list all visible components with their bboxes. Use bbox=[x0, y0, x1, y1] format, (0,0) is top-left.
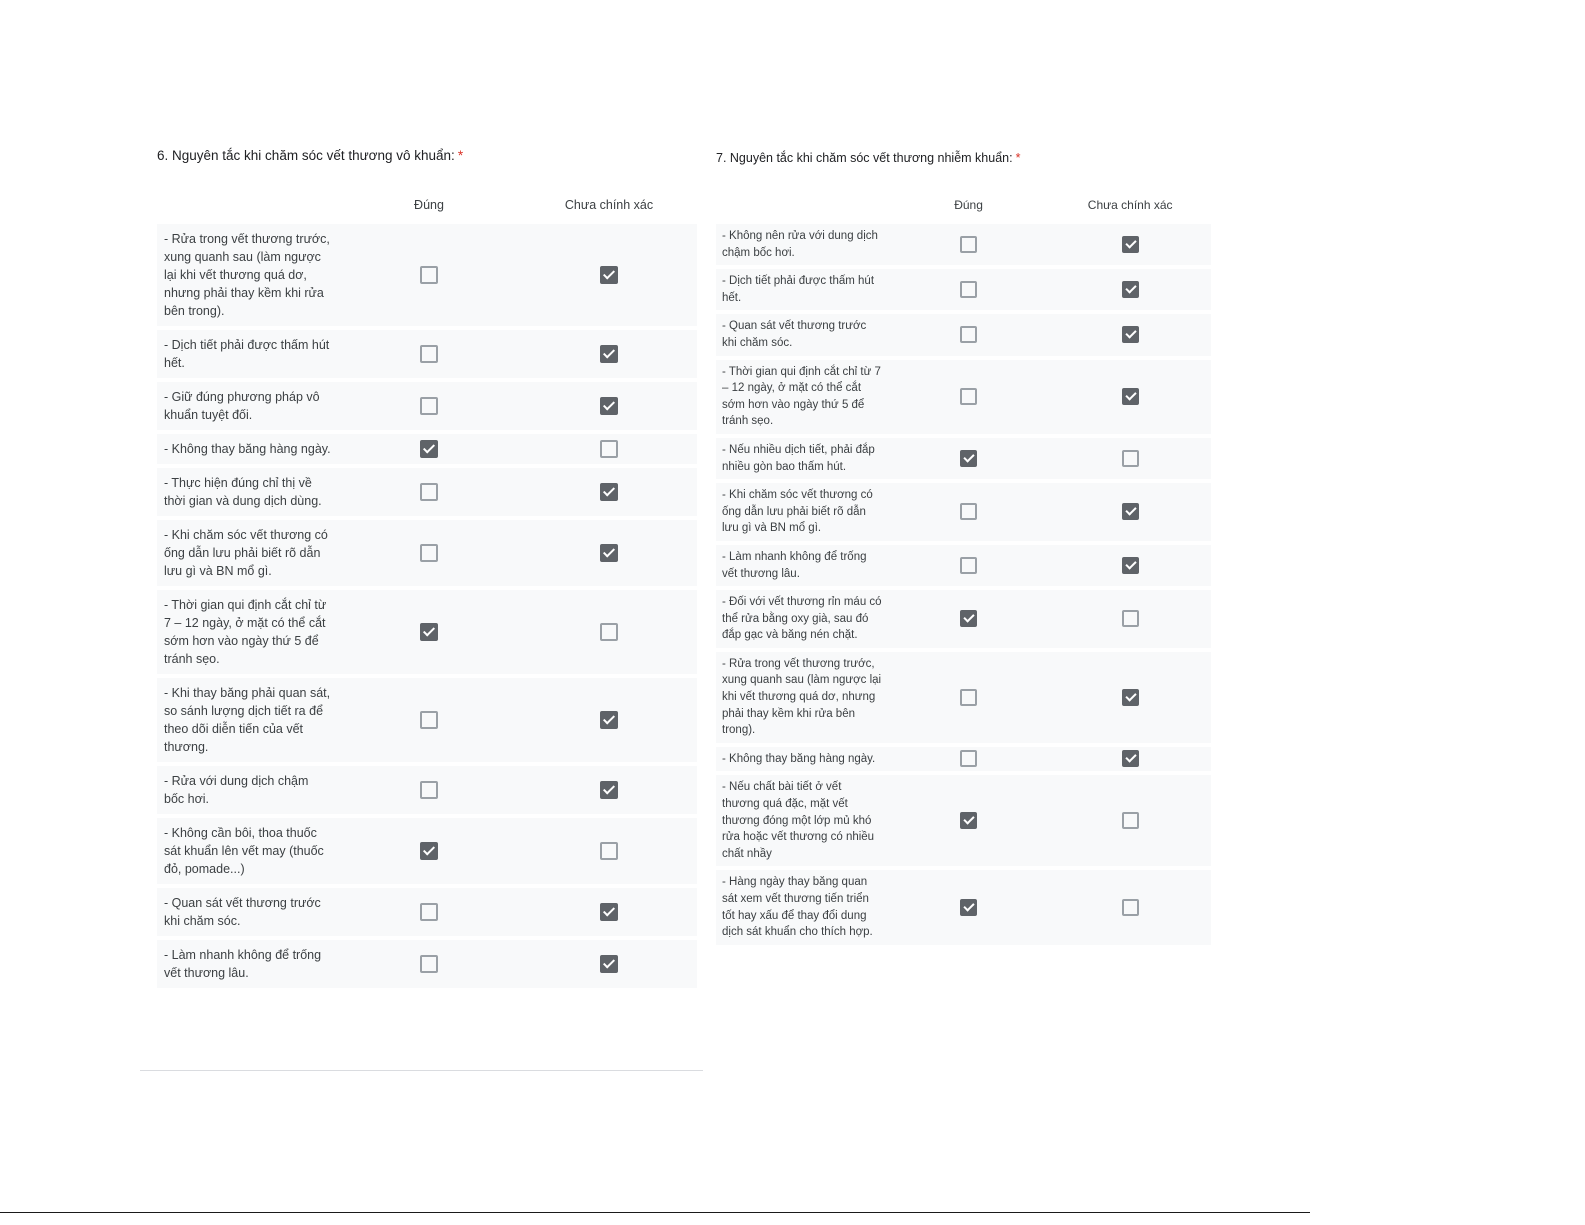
checkbox-chua-chinh-xac[interactable] bbox=[600, 544, 618, 562]
checkbox-cell bbox=[1049, 545, 1211, 586]
checkbox-chua-chinh-xac[interactable] bbox=[1122, 899, 1139, 916]
checkbox-chua-chinh-xac[interactable] bbox=[1122, 503, 1139, 520]
grid-row bbox=[716, 224, 1211, 265]
checkbox-dung[interactable] bbox=[420, 544, 438, 562]
row-label: - Quan sát vết thương trước khi chăm sóc. bbox=[716, 314, 888, 355]
row-label: - Thời gian qui định cắt chỉ từ 7 – 12 ngày, ở mặt có thể cắt sớm hơn vào ngày thứ 5 để tránh sẹo. bbox=[716, 360, 888, 434]
grid-row bbox=[157, 224, 697, 326]
checkbox-cell bbox=[337, 678, 521, 762]
checkbox-dung[interactable] bbox=[960, 326, 977, 343]
question-7 bbox=[716, 148, 1211, 949]
row-label: - Thời gian qui định cắt chỉ từ 7 – 12 ngày, ở mặt có thể cắt sớm hơn vào ngày thứ 5 để tránh sẹo. bbox=[157, 590, 337, 674]
checkbox-chua-chinh-xac[interactable] bbox=[1122, 326, 1139, 343]
checkbox-dung[interactable] bbox=[420, 842, 438, 860]
checkbox-chua-chinh-xac[interactable] bbox=[1122, 388, 1139, 405]
checkbox-cell bbox=[888, 483, 1050, 541]
checkbox-cell bbox=[521, 766, 697, 814]
grid-row bbox=[716, 269, 1211, 310]
checkbox-dung[interactable] bbox=[420, 483, 438, 501]
checkbox-dung[interactable] bbox=[960, 388, 977, 405]
row-label: - Hàng ngày thay băng quan sát xem vết thương tiến triển tốt hay xấu để thay đổi dung dịch sát khuẩn cho thích hợp. bbox=[716, 870, 888, 944]
checkbox-dung[interactable] bbox=[420, 266, 438, 284]
checkbox-dung[interactable] bbox=[420, 903, 438, 921]
checkbox-cell bbox=[521, 590, 697, 674]
grid-row bbox=[157, 590, 697, 674]
column-header: Đúng bbox=[414, 198, 444, 212]
checkbox-cell bbox=[337, 382, 521, 430]
grid-row bbox=[157, 434, 697, 464]
checkbox-dung[interactable] bbox=[960, 557, 977, 574]
grid-row bbox=[716, 360, 1211, 434]
checkbox-chua-chinh-xac[interactable] bbox=[600, 842, 618, 860]
checkbox-cell bbox=[1049, 269, 1211, 310]
checkbox-cell bbox=[1049, 775, 1211, 866]
grid-header-row bbox=[157, 190, 697, 220]
checkbox-cell bbox=[337, 468, 521, 516]
row-label: - Không thay băng hàng ngày. bbox=[157, 434, 337, 464]
checkbox-cell bbox=[888, 438, 1050, 479]
row-label: - Không nên rửa với dung dịch chậm bốc hơi. bbox=[716, 224, 888, 265]
checkbox-cell bbox=[1049, 483, 1211, 541]
checkbox-cell bbox=[1049, 438, 1211, 479]
checkbox-dung[interactable] bbox=[960, 450, 977, 467]
checkbox-cell bbox=[337, 888, 521, 936]
checkbox-chua-chinh-xac[interactable] bbox=[1122, 450, 1139, 467]
checkbox-dung[interactable] bbox=[960, 899, 977, 916]
checkbox-chua-chinh-xac[interactable] bbox=[1122, 750, 1139, 767]
column-header: Chưa chính xác bbox=[564, 198, 654, 212]
checkbox-cell bbox=[888, 360, 1050, 434]
row-label: - Quan sát vết thương trước khi chăm sóc. bbox=[157, 888, 337, 936]
grid-row bbox=[157, 888, 697, 936]
checkbox-cell bbox=[521, 818, 697, 884]
grid-row bbox=[716, 747, 1211, 772]
row-label: - Đối với vết thương rỉn máu có thể rửa bằng oxy già, sau đó đắp gạc và băng nén chặt. bbox=[716, 590, 888, 648]
checkbox-cell bbox=[521, 468, 697, 516]
checkbox-cell bbox=[337, 224, 521, 326]
checkbox-cell bbox=[1049, 652, 1211, 743]
grid-row bbox=[716, 590, 1211, 648]
checkbox-dung[interactable] bbox=[960, 610, 977, 627]
checkbox-dung[interactable] bbox=[960, 812, 977, 829]
checkbox-cell bbox=[888, 224, 1050, 265]
checkbox-cell bbox=[888, 775, 1050, 866]
checkbox-cell bbox=[521, 520, 697, 586]
checkbox-cell bbox=[521, 888, 697, 936]
checkbox-chua-chinh-xac[interactable] bbox=[600, 623, 618, 641]
checkbox-cell bbox=[1049, 314, 1211, 355]
grid-row bbox=[716, 870, 1211, 944]
checkbox-cell bbox=[1049, 870, 1211, 944]
checkbox-dung[interactable] bbox=[420, 440, 438, 458]
checkbox-chua-chinh-xac[interactable] bbox=[1122, 812, 1139, 829]
question-6 bbox=[157, 146, 697, 992]
checkbox-chua-chinh-xac[interactable] bbox=[600, 781, 618, 799]
grid-row bbox=[716, 775, 1211, 866]
question-title: 7. Nguyên tắc khi chăm sóc vết thương nhiễm khuẩn: * bbox=[716, 151, 1021, 165]
checkbox-dung[interactable] bbox=[960, 503, 977, 520]
checkbox-chua-chinh-xac[interactable] bbox=[1122, 557, 1139, 574]
grid-row bbox=[157, 520, 697, 586]
checkbox-dung[interactable] bbox=[420, 781, 438, 799]
grid-row bbox=[716, 652, 1211, 743]
grid-row bbox=[157, 940, 697, 988]
grid-header-spacer bbox=[157, 190, 337, 220]
row-label: - Rửa trong vết thương trước, xung quanh sau (làm ngược lại khi vết thương quá dơ, nhưng phải thay kềm khi rửa bên trong). bbox=[157, 224, 337, 326]
checkbox-chua-chinh-xac[interactable] bbox=[600, 483, 618, 501]
grid-header-spacer bbox=[716, 190, 888, 220]
row-label: - Khi thay băng phải quan sát, so sánh lượng dịch tiết ra để theo dõi diễn tiến của vết thương. bbox=[157, 678, 337, 762]
required-asterisk: * bbox=[457, 148, 464, 163]
row-label: - Khi chăm sóc vết thương có ống dẫn lưu phải biết rõ dẫn lưu gì và BN mổ gì. bbox=[716, 483, 888, 541]
row-label: - Thực hiện đúng chỉ thị về thời gian và dung dịch dùng. bbox=[157, 468, 337, 516]
checkbox-cell bbox=[337, 818, 521, 884]
checkbox-cell bbox=[1049, 590, 1211, 648]
checkbox-cell bbox=[521, 382, 697, 430]
grid-row bbox=[157, 468, 697, 516]
checkbox-cell bbox=[1049, 747, 1211, 772]
checkbox-cell bbox=[337, 520, 521, 586]
grid-row bbox=[716, 483, 1211, 541]
checkbox-chua-chinh-xac[interactable] bbox=[600, 440, 618, 458]
column-header: Đúng bbox=[954, 198, 983, 212]
checkbox-cell bbox=[337, 434, 521, 464]
column-header: Chưa chính xác bbox=[1087, 198, 1173, 212]
checkbox-chua-chinh-xac[interactable] bbox=[1122, 281, 1139, 298]
grid-row bbox=[716, 314, 1211, 355]
row-label: - Làm nhanh không để trống vết thương lâu. bbox=[716, 545, 888, 586]
checkbox-dung[interactable] bbox=[960, 281, 977, 298]
checkbox-cell bbox=[1049, 360, 1211, 434]
checkbox-dung[interactable] bbox=[960, 236, 977, 253]
row-label: - Dịch tiết phải được thấm hút hết. bbox=[157, 330, 337, 378]
row-label: - Nếu nhiều dịch tiết, phải đắp nhiều gòn bao thấm hút. bbox=[716, 438, 888, 479]
checkbox-chua-chinh-xac[interactable] bbox=[1122, 610, 1139, 627]
checkbox-dung[interactable] bbox=[960, 750, 977, 767]
checkbox-cell bbox=[337, 940, 521, 988]
section-divider bbox=[140, 1070, 703, 1071]
grid-row bbox=[157, 766, 697, 814]
checkbox-dung[interactable] bbox=[420, 955, 438, 973]
checkbox-dung[interactable] bbox=[420, 397, 438, 415]
checkbox-grid bbox=[157, 186, 697, 992]
checkbox-chua-chinh-xac[interactable] bbox=[1122, 689, 1139, 706]
grid-row bbox=[716, 438, 1211, 479]
grid-row bbox=[157, 818, 697, 884]
checkbox-cell bbox=[888, 314, 1050, 355]
row-label: - Làm nhanh không để trống vết thương lâu. bbox=[157, 940, 337, 988]
checkbox-cell bbox=[337, 330, 521, 378]
checkbox-cell bbox=[337, 590, 521, 674]
row-label: - Rửa với dung dịch chậm bốc hơi. bbox=[157, 766, 337, 814]
checkbox-cell bbox=[888, 545, 1050, 586]
row-label: - Rửa trong vết thương trước, xung quanh sau (làm ngược lại khi vết thương quá dơ, nhưng phải thay kềm khi rửa bên trong). bbox=[716, 652, 888, 743]
row-label: - Không thay băng hàng ngày. bbox=[716, 747, 888, 772]
checkbox-chua-chinh-xac[interactable] bbox=[600, 711, 618, 729]
checkbox-chua-chinh-xac[interactable] bbox=[1122, 236, 1139, 253]
checkbox-cell bbox=[521, 434, 697, 464]
checkbox-grid bbox=[716, 186, 1211, 949]
checkbox-cell bbox=[521, 330, 697, 378]
checkbox-cell bbox=[521, 940, 697, 988]
grid-header-row bbox=[716, 190, 1211, 220]
checkbox-dung[interactable] bbox=[420, 345, 438, 363]
checkbox-cell bbox=[888, 652, 1050, 743]
row-label: - Dịch tiết phải được thấm hút hết. bbox=[716, 269, 888, 310]
grid-row bbox=[716, 545, 1211, 586]
question-title: 6. Nguyên tắc khi chăm sóc vết thương vô khuẩn: * bbox=[157, 148, 464, 163]
checkbox-dung[interactable] bbox=[420, 623, 438, 641]
checkbox-cell bbox=[521, 678, 697, 762]
checkbox-chua-chinh-xac[interactable] bbox=[600, 266, 618, 284]
checkbox-chua-chinh-xac[interactable] bbox=[600, 397, 618, 415]
page-bottom-rule bbox=[0, 1212, 1310, 1213]
grid-row bbox=[157, 382, 697, 430]
required-asterisk: * bbox=[1015, 151, 1021, 165]
checkbox-cell bbox=[888, 870, 1050, 944]
checkbox-cell bbox=[888, 590, 1050, 648]
checkbox-chua-chinh-xac[interactable] bbox=[600, 903, 618, 921]
row-label: - Giữ đúng phương pháp vô khuẩn tuyệt đối. bbox=[157, 382, 337, 430]
grid-row bbox=[157, 330, 697, 378]
checkbox-chua-chinh-xac[interactable] bbox=[600, 345, 618, 363]
checkbox-cell bbox=[521, 224, 697, 326]
checkbox-cell bbox=[888, 269, 1050, 310]
grid-row bbox=[157, 678, 697, 762]
checkbox-cell bbox=[1049, 224, 1211, 265]
checkbox-dung[interactable] bbox=[960, 689, 977, 706]
row-label: - Nếu chất bài tiết ở vết thương quá đặc, mặt vết thương đóng một lớp mủ khó rửa hoặc vết thương có nhiều chất nhầy bbox=[716, 775, 888, 866]
checkbox-dung[interactable] bbox=[420, 711, 438, 729]
row-label: - Khi chăm sóc vết thương có ống dẫn lưu phải biết rõ dẫn lưu gì và BN mổ gì. bbox=[157, 520, 337, 586]
checkbox-cell bbox=[888, 747, 1050, 772]
row-label: - Không cần bôi, thoa thuốc sát khuẩn lên vết may (thuốc đỏ, pomade...) bbox=[157, 818, 337, 884]
checkbox-cell bbox=[337, 766, 521, 814]
checkbox-chua-chinh-xac[interactable] bbox=[600, 955, 618, 973]
